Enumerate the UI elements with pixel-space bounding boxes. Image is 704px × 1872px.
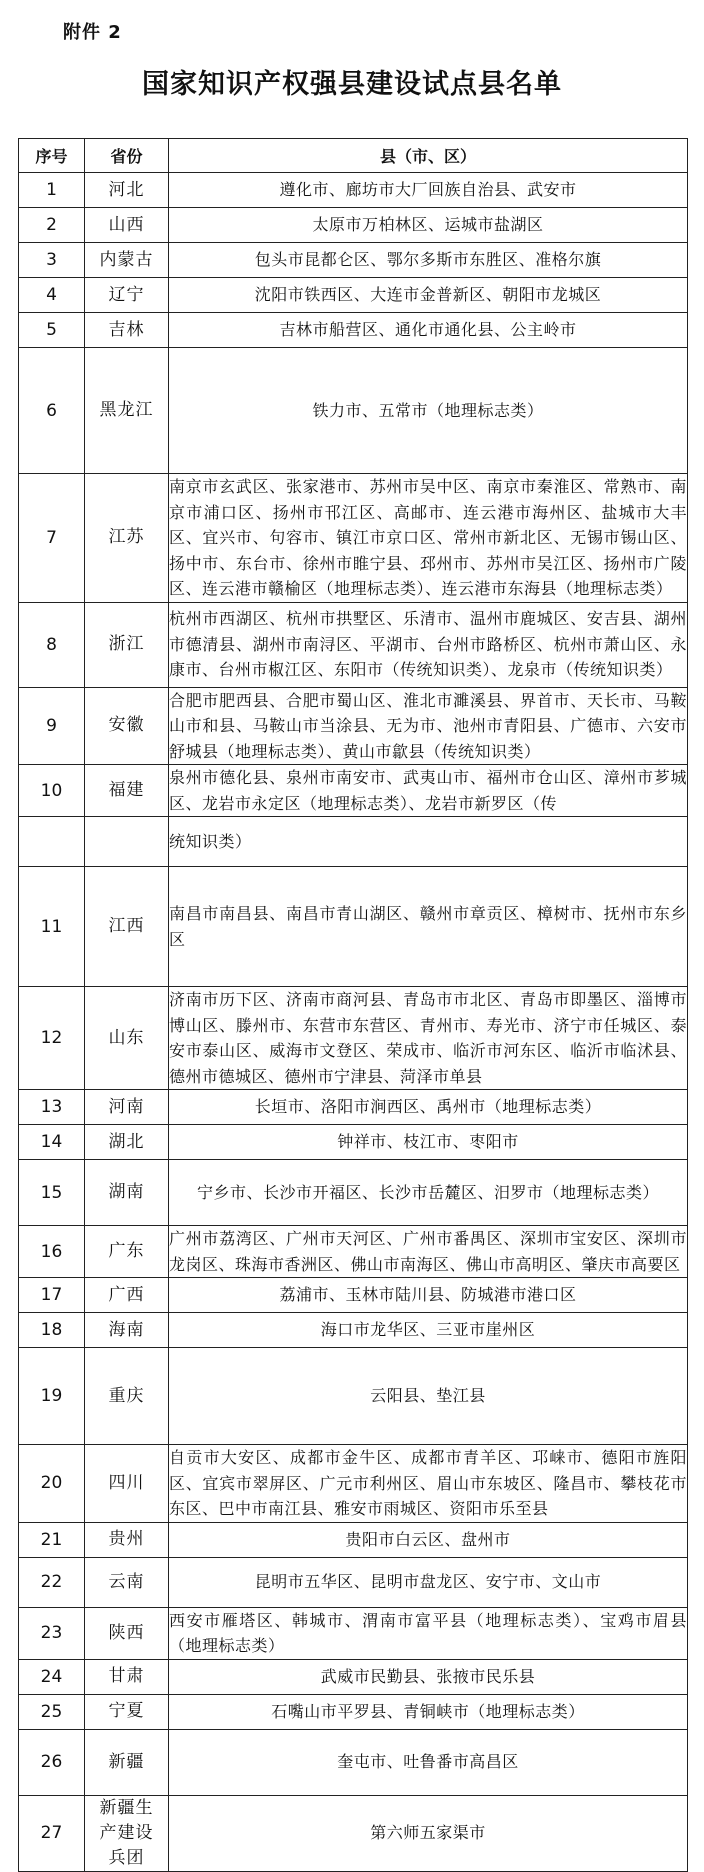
row-number: 2 bbox=[19, 208, 85, 243]
row-counties: 太原市万柏林区、运城市盐湖区 bbox=[169, 208, 688, 243]
row-counties: 统知识类） bbox=[169, 817, 688, 867]
row-counties: 贵阳市白云区、盘州市 bbox=[169, 1522, 688, 1557]
table-row bbox=[19, 278, 688, 313]
row-counties: 南京市玄武区、张家港市、苏州市吴中区、南京市秦淮区、常熟市、南京市浦口区、扬州市邗江区、高邮市、连云港市海州区、盐城市大丰区、宜兴市、句容市、镇江市京口区、常州市新北区、无锡市锡山区、扬中市、东台市、徐州市睢宁县、邳州市、苏州市吴江区、扬州市广陵区、连云港市赣榆区（地理标志类）、连云港市东海县（地理标志类） bbox=[169, 474, 688, 603]
province-name: 湖南 bbox=[108, 1182, 145, 1202]
province-name: 陕西 bbox=[108, 1622, 145, 1643]
row-province bbox=[85, 817, 169, 867]
province-name: 内蒙古 bbox=[99, 249, 154, 270]
table-row bbox=[19, 1659, 688, 1694]
province-name: 福建 bbox=[108, 780, 145, 800]
table-header-row bbox=[19, 139, 688, 173]
province-name: 新疆生产建设兵团 bbox=[99, 1797, 154, 1868]
row-province bbox=[85, 1278, 169, 1313]
row-province bbox=[85, 1607, 169, 1659]
table-row bbox=[19, 1090, 688, 1125]
row-number bbox=[19, 817, 85, 867]
table-row bbox=[19, 867, 688, 987]
attachment-label: 附件 2 bbox=[63, 22, 122, 43]
table-row bbox=[19, 987, 688, 1090]
row-counties: 南昌市南昌县、南昌市青山湖区、赣州市章贡区、樟树市、抚州市东乡区 bbox=[169, 867, 688, 987]
row-province bbox=[85, 1125, 169, 1160]
row-counties: 昆明市五华区、昆明市盘龙区、安宁市、文山市 bbox=[169, 1557, 688, 1607]
province-name: 湖北 bbox=[108, 1131, 145, 1152]
row-number: 18 bbox=[19, 1313, 85, 1348]
row-province bbox=[85, 1090, 169, 1125]
province-name: 安徽 bbox=[108, 715, 145, 736]
row-province bbox=[85, 1694, 169, 1729]
row-province bbox=[85, 474, 169, 603]
column-header-counties: 县（市、区） bbox=[169, 139, 688, 173]
table-row bbox=[19, 1125, 688, 1160]
province-name: 山西 bbox=[108, 214, 145, 235]
table-row bbox=[19, 1795, 688, 1871]
row-counties: 遵化市、廊坊市大厂回族自治县、武安市 bbox=[169, 173, 688, 208]
province-name: 吉林 bbox=[108, 319, 145, 340]
province-name: 山东 bbox=[108, 1027, 145, 1048]
row-counties: 云阳县、垫江县 bbox=[169, 1348, 688, 1445]
row-province bbox=[85, 1313, 169, 1348]
row-province bbox=[85, 1729, 169, 1795]
column-header-no: 序号 bbox=[19, 139, 85, 173]
row-province bbox=[85, 173, 169, 208]
table-row bbox=[19, 173, 688, 208]
table-row bbox=[19, 313, 688, 348]
row-number: 12 bbox=[19, 987, 85, 1090]
table-row bbox=[19, 765, 688, 817]
row-province bbox=[85, 1795, 169, 1871]
row-counties: 吉林市船营区、通化市通化县、公主岭市 bbox=[169, 313, 688, 348]
row-province bbox=[85, 1348, 169, 1445]
table-row bbox=[19, 687, 688, 765]
row-number: 1 bbox=[19, 173, 85, 208]
row-province bbox=[85, 987, 169, 1090]
row-counties: 包头市昆都仑区、鄂尔多斯市东胜区、准格尔旗 bbox=[169, 243, 688, 278]
pilot-county-table bbox=[18, 138, 688, 1872]
row-number: 13 bbox=[19, 1090, 85, 1125]
province-name: 云南 bbox=[108, 1571, 145, 1592]
row-counties: 泉州市德化县、泉州市南安市、武夷山市、福州市仓山区、漳州市芗城区、龙岩市永定区（地理标志类）、龙岩市新罗区（传 bbox=[169, 765, 688, 817]
province-name: 甘肃 bbox=[108, 1666, 145, 1686]
row-counties: 杭州市西湖区、杭州市拱墅区、乐清市、温州市鹿城区、安吉县、湖州市德清县、湖州市南浔区、平湖市、台州市路桥区、杭州市萧山区、永康市、台州市椒江区、东阳市（传统知识类）、龙泉市（传统知识类） bbox=[169, 602, 688, 687]
row-province bbox=[85, 602, 169, 687]
row-counties: 武威市民勤县、张掖市民乐县 bbox=[169, 1659, 688, 1694]
province-name: 四川 bbox=[108, 1472, 145, 1493]
table-row bbox=[19, 1445, 688, 1523]
province-name: 黑龙江 bbox=[99, 400, 154, 420]
row-number: 3 bbox=[19, 243, 85, 278]
table-row bbox=[19, 1160, 688, 1226]
document-title: 国家知识产权强县建设试点县名单 bbox=[142, 69, 562, 100]
table-row bbox=[19, 1278, 688, 1313]
row-counties: 铁力市、五常市（地理标志类） bbox=[169, 348, 688, 474]
row-province bbox=[85, 765, 169, 817]
row-number: 10 bbox=[19, 765, 85, 817]
row-province bbox=[85, 313, 169, 348]
row-counties: 奎屯市、吐鲁番市高昌区 bbox=[169, 1729, 688, 1795]
province-name: 贵州 bbox=[108, 1529, 145, 1549]
table-row bbox=[19, 1694, 688, 1729]
province-name: 江西 bbox=[108, 916, 145, 936]
row-number: 6 bbox=[19, 348, 85, 474]
row-counties: 石嘴山市平罗县、青铜峡市（地理标志类） bbox=[169, 1694, 688, 1729]
province-name: 广东 bbox=[108, 1241, 145, 1261]
row-province bbox=[85, 1445, 169, 1523]
row-number: 24 bbox=[19, 1659, 85, 1694]
province-name: 河南 bbox=[108, 1096, 145, 1117]
row-number: 14 bbox=[19, 1125, 85, 1160]
table-row bbox=[19, 1557, 688, 1607]
table-row bbox=[19, 1729, 688, 1795]
row-number: 21 bbox=[19, 1522, 85, 1557]
row-counties: 沈阳市铁西区、大连市金普新区、朝阳市龙城区 bbox=[169, 278, 688, 313]
row-number: 11 bbox=[19, 867, 85, 987]
province-name: 重庆 bbox=[108, 1385, 145, 1406]
row-number: 5 bbox=[19, 313, 85, 348]
province-name: 浙江 bbox=[108, 634, 145, 654]
row-counties: 合肥市肥西县、合肥市蜀山区、淮北市濉溪县、界首市、天长市、马鞍山市和县、马鞍山市当涂县、无为市、池州市青阳县、广德市、六安市舒城县（地理标志类）、黄山市歙县（传统知识类） bbox=[169, 687, 688, 765]
row-province bbox=[85, 1160, 169, 1226]
table-row bbox=[19, 1226, 688, 1278]
province-name: 新疆 bbox=[108, 1751, 145, 1772]
row-number: 27 bbox=[19, 1795, 85, 1871]
table-row bbox=[19, 1522, 688, 1557]
table-row bbox=[19, 817, 688, 867]
row-counties: 钟祥市、枝江市、枣阳市 bbox=[169, 1125, 688, 1160]
row-number: 23 bbox=[19, 1607, 85, 1659]
table-row bbox=[19, 474, 688, 603]
row-province bbox=[85, 1522, 169, 1557]
row-number: 26 bbox=[19, 1729, 85, 1795]
row-province bbox=[85, 208, 169, 243]
row-counties: 荔浦市、玉林市陆川县、防城港市港口区 bbox=[169, 1278, 688, 1313]
row-counties: 海口市龙华区、三亚市崖州区 bbox=[169, 1313, 688, 1348]
row-province bbox=[85, 243, 169, 278]
row-province bbox=[85, 1659, 169, 1694]
column-header-province: 省份 bbox=[85, 139, 169, 173]
province-name: 江苏 bbox=[108, 527, 145, 548]
province-name: 海南 bbox=[108, 1319, 145, 1340]
row-number: 15 bbox=[19, 1160, 85, 1226]
row-number: 25 bbox=[19, 1694, 85, 1729]
row-counties: 广州市荔湾区、广州市天河区、广州市番禺区、深圳市宝安区、深圳市龙岗区、珠海市香洲区、佛山市南海区、佛山市高明区、肇庆市高要区 bbox=[169, 1226, 688, 1278]
row-number: 22 bbox=[19, 1557, 85, 1607]
row-province bbox=[85, 1557, 169, 1607]
table-row bbox=[19, 1348, 688, 1445]
row-province bbox=[85, 278, 169, 313]
table-row bbox=[19, 1607, 688, 1659]
row-counties: 长垣市、洛阳市涧西区、禹州市（地理标志类） bbox=[169, 1090, 688, 1125]
province-name: 广西 bbox=[108, 1284, 145, 1305]
row-number: 19 bbox=[19, 1348, 85, 1445]
row-counties: 济南市历下区、济南市商河县、青岛市市北区、青岛市即墨区、淄博市博山区、滕州市、东营市东营区、青州市、寿光市、济宁市任城区、泰安市泰山区、威海市文登区、荣成市、临沂市河东区、临沂市临沭县、德州市德城区、德州市宁津县、菏泽市单县 bbox=[169, 987, 688, 1090]
table-row bbox=[19, 1313, 688, 1348]
table-row bbox=[19, 243, 688, 278]
row-province bbox=[85, 867, 169, 987]
row-counties: 宁乡市、长沙市开福区、长沙市岳麓区、汨罗市（地理标志类） bbox=[169, 1160, 688, 1226]
province-name: 宁夏 bbox=[108, 1701, 145, 1721]
table-row bbox=[19, 602, 688, 687]
row-number: 8 bbox=[19, 602, 85, 687]
province-name: 辽宁 bbox=[108, 284, 145, 305]
row-number: 4 bbox=[19, 278, 85, 313]
row-province bbox=[85, 1226, 169, 1278]
row-province bbox=[85, 348, 169, 474]
row-counties: 西安市雁塔区、韩城市、渭南市富平县（地理标志类）、宝鸡市眉县（地理标志类） bbox=[169, 1607, 688, 1659]
row-number: 16 bbox=[19, 1226, 85, 1278]
row-counties: 自贡市大安区、成都市金牛区、成都市青羊区、邛崃市、德阳市旌阳区、宜宾市翠屏区、广元市利州区、眉山市东坡区、隆昌市、攀枝花市东区、巴中市南江县、雅安市雨城区、资阳市乐至县 bbox=[169, 1445, 688, 1523]
row-number: 17 bbox=[19, 1278, 85, 1313]
row-province bbox=[85, 687, 169, 765]
province-name: 河北 bbox=[108, 179, 145, 200]
row-number: 7 bbox=[19, 474, 85, 603]
row-number: 20 bbox=[19, 1445, 85, 1523]
row-counties: 第六师五家渠市 bbox=[169, 1795, 688, 1871]
table-row bbox=[19, 348, 688, 474]
row-number: 9 bbox=[19, 687, 85, 765]
table-row bbox=[19, 208, 688, 243]
